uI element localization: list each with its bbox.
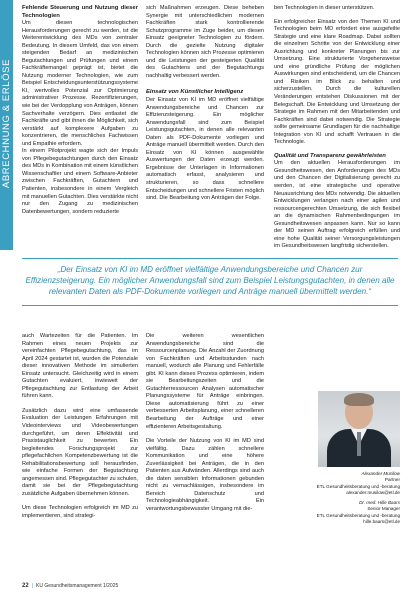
paragraph: ben Technologien in dieser unterstützen.: [274, 5, 375, 11]
paragraph: sich Maßnahmen erzeugen. Diese beheben Synergie mit unterschiedlichen modernen Fachkräften stark kontrollierende Schutzprogramme im Zuge beider, um diesen Einsatz geeigneter Technologien zu fördern. Durch die gezielte Nutzung digitaler Technologien können sich Prozesse optimieren und die Leistungen der gesteigerten Qualität des Gutachtens und der Begutachtungs nachhaltig verbessert werden.: [146, 5, 264, 79]
column-1-bottom: [22, 333, 138, 521]
author-info: [274, 471, 400, 525]
heading-einsatz-ki: Einsatz von Künstlicher Intelligenz: [146, 89, 244, 96]
author-org: ETL Gesundheitsberatung und -beratung: [316, 512, 400, 518]
paragraph: Der Einsatz von KI im MD eröffnet vielfältige Anwendungsbereiche und Chancen zur Effizienzsteigerung. Ein möglicher Anwendungsfall sind zum Beispiel Leistungsgutachten, in denen alle relevanten Daten als PDF-Dokumente vorliegen und Anträge manuell übermittelt werden. Durch den Einsatz von KI können ausgewählte Auswertungen der Daten erzeugt werden. Ergebnisse der Unterlagen in Informationen automatisch erfasst, analysieren und strukturieren, so dass schnellere Entscheidungen und schnellere Fristen möglich sind. Die Bearbeitung von Anträgen der Folge.: [146, 96, 264, 202]
author-org: ETL Gesundheitsberatung und -beratung: [316, 483, 400, 489]
paragraph: Um diesen technologischen Herausforderungen gerecht zu werden, ist die Weiterentwicklung des MDs von zentraler Bedeutung. In diesem Umfeld, das von einem steigenden Bedarf an medizinischen Begutachtungen und Prüfungen und einem Fachkräftemangel geprägt ist, bietet die Nutzung moderner Technologien, wie zum Beispiel Entscheidungsunterstützungssysteme KI, wertvolles Potenzial zur Optimierung administrativer Prozesse. Rezertifizierungen, wie bei der Verdopplung von Anträgen, können Sachverhalte verzögern. Dies entlastet die Fachkräfte und gibt ihnen die Möglichkeit, sich verstärkt auf komplexere Aufgaben zu konzentrieren, die menschliches Fachwissen und Empathie erfordern.: [22, 20, 139, 147]
column-3-top: [274, 5, 400, 251]
paragraph: Die weiteren wesentlichen Anwendungsbereiche sind die Ressourcenplanung. Die Anzahl der Zuordnung von Fachkräften und Arbeitsstunden nach manuell, wodurch alle Planung und Fehlerfälle gibt. KI kann dieses Prozess optimieren, indem sie Bearbeitungszeiten und die Gutachterressourcen Analysen automatischer Planungssysteme für Anträge einbringen. Diese automatisierung führt zu einer verbesserten Arbeitsplanung, einer schnelleren Bearbeitung der Aufträge und einer effizienteren Arbeitsgestaltung.: [146, 333, 264, 430]
paragraph: In einem Pilotprojekt wagte sich der Impuls von Pflegebegutachtungen durch den Einsatz des MDs in Kombination mit einem künstlichen Wissenschaftler und einem Software-Anbieter zwischen Fachkräften, Gutachtern und Patienten, insbesondere in einem Vergleich mit manuellen Gutachten. Dies verstärkte nicht nur den Zugang zu medizinischen Datenbewertungen, sondern reduzierte: [22, 148, 138, 215]
heading-fehlende-steuerung: Fehlende Steuerung und Nutzung dieser Technologien: [22, 5, 138, 19]
paragraph: Um diese Technologien erfolgreich im MD zu implementieren, sind strategi-: [22, 505, 138, 520]
author-email[interactable]: alexander.musilow@etl.de: [346, 489, 400, 495]
pull-quote: „Der Einsatz von KI im MD eröffnet vielfältige Anwendungsbereiche und Chancen zur Effizienzsteigerung. Ein möglicher Anwendungsfall sind zum Beispiel Leistungsgutachten, in denen alle relevanten Daten als PDF-Dokumente vorliegen und Anträge manuell übermittelt werden.“: [22, 258, 398, 306]
page-number: 22: [22, 583, 29, 589]
column-1-top: [22, 5, 138, 216]
author-name: Alexander Musilow: [361, 471, 400, 476]
footer-separator: |: [31, 583, 33, 589]
section-sidebar-tab: [0, 0, 13, 250]
portrait-tie: [357, 432, 361, 456]
page-footer: [22, 583, 118, 589]
section-label: ABRECHNUNG & ERLÖSE: [1, 58, 12, 189]
journal-name: KU Gesundheitsmanagement 1/2025: [36, 583, 119, 589]
paragraph: Zusätzlich dazu wird eine umfassende Evaluation der Leistungen Erfahrungen mit Videointerviews und Videobewertungen durchgeführt, um deren Effektivität und Praxistauglichkeit zu bewerten. Ein begleitendes Forschungsprojekt zur pflegefachlichen Kompetenzbewertung ist die Rehabilitationsbewertung soll herausfinden, wie einfache Formen der Begutachtung angemessen sind. Pflegegutachter zu schulen, damit sie bei der Pflegebegutachtung zusätzliche Aufgaben übernehmen können.: [22, 407, 138, 497]
column-2-bottom: [146, 333, 264, 514]
heading-qualitaet: Qualität und Transparenz gewährleisten: [274, 152, 386, 159]
author-portrait-photo: [318, 391, 400, 467]
paragraph: Um den aktuellen Herausforderungen im Gesundheitswesen, den Anforderungen des MDs und den Chancen der Digitalisierung gerecht zu werden, ist eine strategische und operative Neuausrichtung des MDs notwendig. Die aktuellen Entwicklungen verlangen nach einer agilen und ressourcengerechten Umsetzung, die sich flexibel an die dynamischen Rahmenbedingungen im Gesundheitswesen anpassen kann. Nur so kann der MD seinen Auftrag erfolgreich erfüllen und eine hohe Qualität seiner Versorgungsleistungen im Gesundheitswesen langfristig sicherstellen.: [274, 160, 400, 250]
paragraph: auch Wartezeiten für die Patienten. Im Rahmen eines neuen Projekts zur vereinfachten Pflegebegutachtung, das im April 2024 gestartet ist, wurden die Potenziale dieser innovativen Methode im simulierten Einsatz untersucht. Gleichzeitig wird in einem Gutachten evaluiert, inwieweit der Pflegegutachtung zur Entlastung der Arbeit führen kann.: [22, 333, 138, 400]
paragraph: Ein erfolgreicher Einsatz von den Themen KI und Technologien beim MD erfordert eine ausgefeilte Strategie und eine klare Roadmap. Dabei sollten die einzelnen Schritte von der Entwicklung einer Ausrichtung und konkreter Planungen bis zur Umsetzung. Eine strukturierte Vorgehensweise und eine gründliche Prüfung der möglichen Auswirkungen sind entscheidend, um die Chancen und Risiken im Blick zu behalten und sicherzustellen. Durch die kulturellen Veränderungen entstehen Diskussionen mit der Belegschaft. Die Entwicklung und Umsetzung der Strategie im Rahmen mit den Mitarbeitenden und Fachkräften sind dabei notwendig. Die Strategie sollte gemeinsame Grundlagen für die nachhaltige Integration von KI und schafft Vertrauen in die Technologie.: [274, 18, 400, 146]
paragraph: Die Vorteile der Nutzung von KI im MD sind vielfältig. Dazu zählen schnellere Kommunikation und eine höhere Zuverlässigkeit bei Anträgen, die in den Patienten aus Aufwänden. Allerdings sind auch die daten sensiblen Informationen gebunden nicht zu vernachlässigen, insbesondere im Bereich Datenschutz und Technologieabhängigkeit. Ein verantwortungsbewusster Umgang mit die-: [146, 438, 264, 513]
portrait-hair: [344, 393, 374, 406]
column-2-top: [146, 5, 264, 203]
author-role: Partner: [384, 477, 400, 483]
author-email[interactable]: hille.baars@etl.de: [363, 519, 400, 525]
author-name: Dr. med. Hille Baars: [359, 500, 400, 506]
author-role: Senior Manager: [367, 506, 400, 512]
